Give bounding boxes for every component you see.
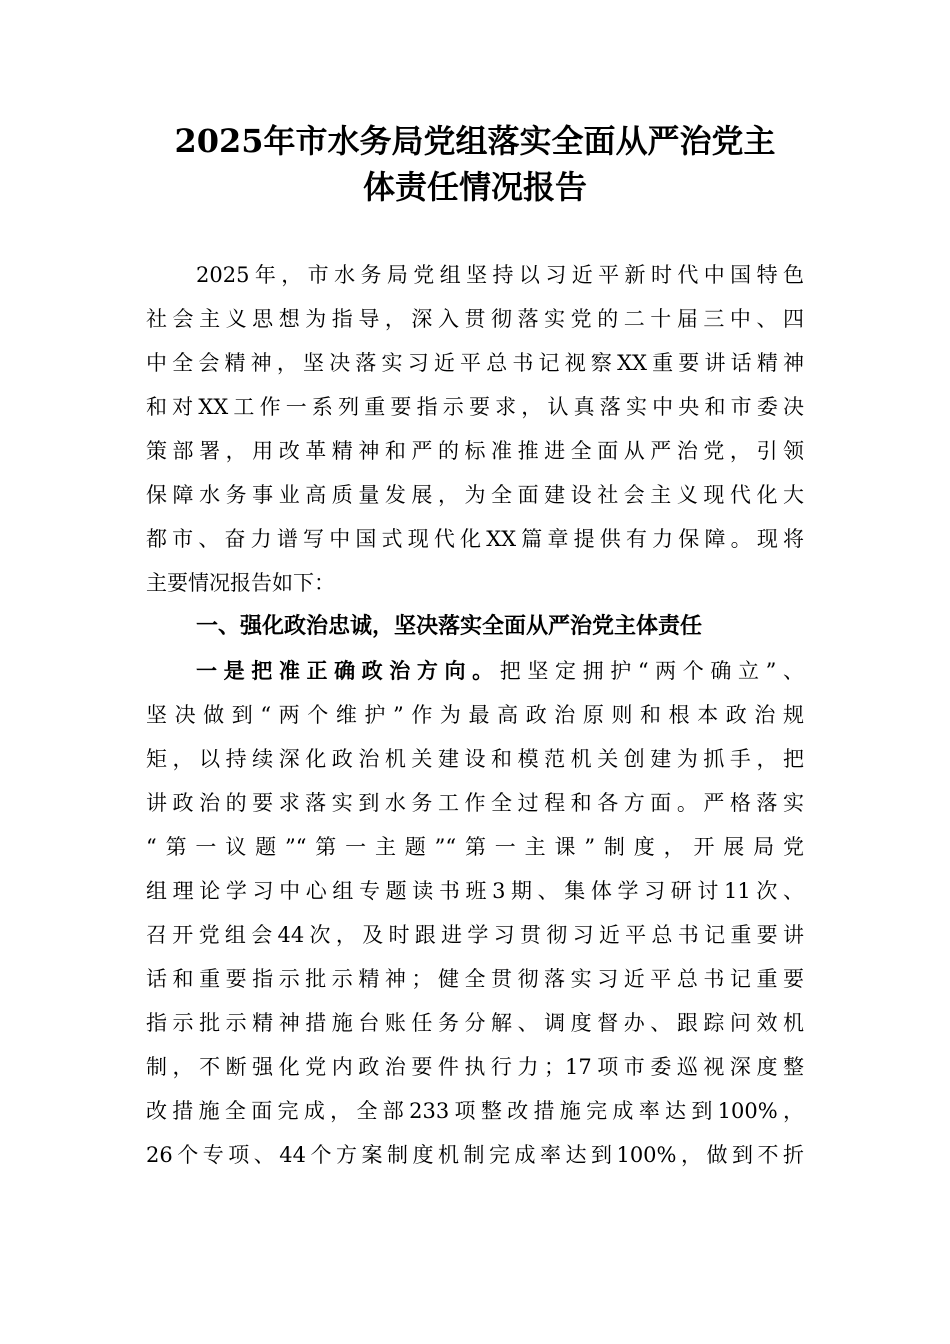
- text-line: 组理论学习中心组专题读书班3期、集体学习研讨11次、: [146, 879, 804, 903]
- paragraph-lead: 一是把准正确政治方向。: [196, 658, 500, 683]
- text-line: [146, 649, 804, 693]
- paragraph-political-direction: [146, 649, 804, 1177]
- text-line: 改措施全面完成，全部233项整改措施完成率达到100%，: [146, 1099, 804, 1123]
- text-line: 制，不断强化党内政治要件执行力；17项市委巡视深度整: [146, 1055, 804, 1079]
- text-line: 坚决做到“两个维护”作为最高政治原则和根本政治规: [146, 703, 804, 727]
- title-line-1: 2025年市水务局党组落实全面从严治党主: [174, 122, 776, 160]
- document-title: [130, 118, 820, 210]
- title-line-2: 体责任情况报告: [362, 168, 587, 206]
- text-line: 讲政治的要求落实到水务工作全过程和各方面。严格落实: [146, 791, 804, 815]
- text-line: “第一议题”“第一主题”“第一主课”制度，开展局党: [146, 835, 804, 859]
- text-line: 都市、奋力谱写中国式现代化XX篇章提供有力保障。现将: [146, 527, 804, 551]
- intro-paragraph: [146, 253, 804, 605]
- text-line: 社会主义思想为指导，深入贯彻落实党的二十届三中、四: [146, 307, 804, 331]
- text-line: 矩，以持续深化政治机关建设和模范机关创建为抓手，把: [146, 747, 804, 771]
- text-line: 和对XX工作一系列重要指示要求，认真落实中央和市委决: [146, 395, 804, 419]
- text-line: 2025年，市水务局党组坚持以习近平新时代中国特色: [196, 263, 804, 287]
- text-line: 指示批示精神措施台账任务分解、调度督办、跟踪问效机: [146, 1011, 804, 1035]
- section-heading-1: 一、强化政治忠诚，坚决落实全面从严治党主体责任: [196, 614, 703, 639]
- text-line: 主要情况报告如下：: [146, 571, 335, 595]
- text-line: 26个专项、44个方案制度机制完成率达到100%，做到不折: [146, 1143, 804, 1167]
- document-body: [146, 253, 804, 1177]
- text-line: 保障水务事业高质量发展，为全面建设社会主义现代化大: [146, 483, 804, 507]
- text-line: 策部署，用改革精神和严的标准推进全面从严治党，引领: [146, 439, 804, 463]
- text-line: 中全会精神，坚决落实习近平总书记视察XX重要讲话精神: [146, 351, 804, 375]
- text-line: 召开党组会44次，及时跟进学习贯彻习近平总书记重要讲: [146, 923, 804, 947]
- paragraph-lead-rest: 把坚定拥护“两个确立”、: [499, 659, 804, 683]
- text-line: 话和重要指示批示精神；健全贯彻落实习近平总书记重要: [146, 967, 804, 991]
